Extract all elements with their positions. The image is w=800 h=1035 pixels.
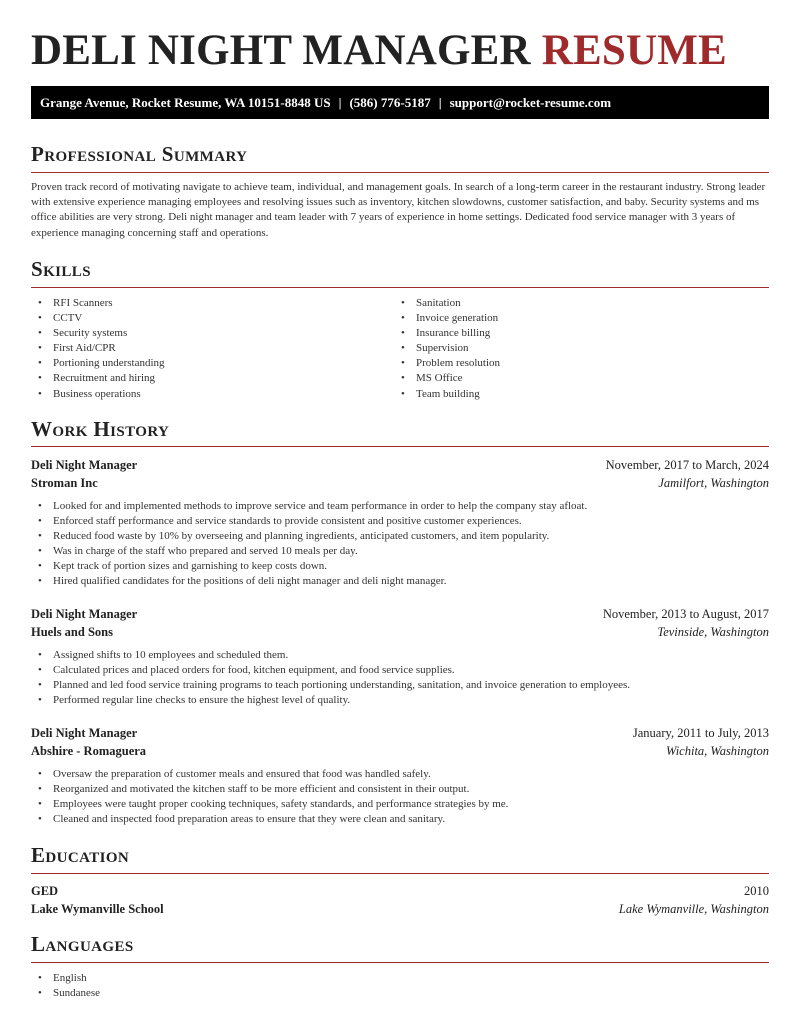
job-title-row [31,605,769,623]
contact-address: Grange Avenue, Rocket Resume, WA 10151-8848 US [40,95,331,110]
skill-item: • Team building [394,387,500,402]
job-duty: • Planned and led food service training programs to teach portioning understanding, sanitation, and invoice generation to employees. [31,678,630,693]
job-duty: • Oversaw the preparation of customer meals and ensured that food was handled safely. [31,767,508,782]
job-duty: • Reduced food waste by 10% by overseeing and planning ingredients, anticipated customers, and item popularity. [31,529,587,544]
skill-item: • CCTV [31,311,165,326]
skill-item: • Problem resolution [394,356,500,371]
skills-heading: Skills [31,257,91,281]
skill-item: • Security systems [31,326,165,341]
job-dates: January, 2011 to July, 2013 [632,726,769,740]
languages-heading: Languages [31,932,134,956]
skill-item: • Recruitment and hiring [31,371,165,386]
contact-separator: | [338,95,342,110]
contact-phone[interactable]: (586) 776-5187 [349,95,431,110]
job-duty: • Hired qualified candidates for the positions of deli night manager and deli night manager. [31,574,587,589]
job-duty: • Cleaned and inspected food preparation areas to ensure that they were clean and sanitary. [31,812,508,827]
education-location: Lake Wymanville, Washington [618,902,769,916]
work-history-divider [31,446,769,447]
job-title: Deli Night Manager [31,726,138,740]
language-item: • English [31,971,100,986]
job-company-row [31,742,769,760]
education-school-row [31,900,769,918]
job-title-row [31,456,769,474]
summary-heading: Professional Summary [31,142,248,166]
job-duty: • Reorganized and motivated the kitchen staff to be more efficient and consistent in their output. [31,782,508,797]
skills-list-right [394,296,500,402]
title-accent: RESUME [541,27,727,74]
summary-divider [31,172,769,173]
job-company: Stroman Inc [31,476,98,490]
job-duty: • Enforced staff performance and service standards to provide consistent and positive customer experiences. [31,514,587,529]
skill-item: • Insurance billing [394,326,500,341]
job-duty: • Assigned shifts to 10 employees and scheduled them. [31,648,630,663]
skill-item: • Supervision [394,341,500,356]
skill-item: • First Aid/CPR [31,341,165,356]
languages-list [31,971,100,1001]
education-degree-row [31,882,769,900]
contact-bar [31,86,769,119]
language-item: • Sundanese [31,986,100,1001]
contact-email[interactable]: support@rocket-resume.com [449,95,612,110]
skill-item: • RFI Scanners [31,296,165,311]
skill-item: • MS Office [394,371,500,386]
work-history-heading: Work History [31,417,170,441]
job-title: Deli Night Manager [31,458,138,472]
job-company: Abshire - Romaguera [31,744,147,758]
education-year: 2010 [744,884,769,898]
job-dates: November, 2017 to March, 2024 [605,458,769,472]
contact-separator: | [438,95,442,110]
job-location: Jamilfort, Washington [658,476,769,490]
skill-item: • Invoice generation [394,311,500,326]
job-duties [31,767,508,827]
skill-item: • Portioning understanding [31,356,165,371]
skill-item: • Business operations [31,387,165,402]
education-degree: GED [31,884,59,898]
job-location: Wichita, Washington [665,744,769,758]
job-title: Deli Night Manager [31,607,138,621]
resume-title [31,26,727,76]
job-duties [31,648,630,708]
languages-divider [31,962,769,963]
title-main: DELI NIGHT MANAGER [31,27,531,74]
job-duty: • Employees were taught proper cooking techniques, safety standards, and performance strategies by me. [31,797,508,812]
job-duties [31,499,587,590]
job-duty: • Performed regular line checks to ensure the highest level of quality. [31,693,630,708]
job-title-row [31,724,769,742]
job-company: Huels and Sons [31,625,113,639]
skills-list-left [31,296,165,402]
job-duty: • Calculated prices and placed orders for food, kitchen equipment, and food service supplies. [31,663,630,678]
job-duty: • Looked for and implemented methods to improve service and team performance in order to help the company stay afloat. [31,499,587,514]
summary-text: Proven track record of motivating navigate to achieve team, individual, and management goals. In search of a long-term career in the restaurant industry. Strong leader with extensive experience managing employees and resolving issues such as inventory, kitchen slowdowns, customer satisfaction, and baby. Security systems and ms office abilities are very strong. Deli night manager and team leader with 7 years of experience in home settings. Dedicated food service manager with 3 years of experience managing concerning staff and operations. [31,181,766,239]
job-dates: November, 2013 to August, 2017 [602,607,769,621]
job-location: Tevinside, Washington [657,625,769,639]
education-divider [31,873,769,874]
skills-divider [31,287,769,288]
job-company-row [31,474,769,492]
education-heading: Education [31,843,130,867]
job-company-row [31,623,769,641]
skill-item: • Sanitation [394,296,500,311]
job-duty: • Kept track of portion sizes and garnishing to keep costs down. [31,559,587,574]
job-duty: • Was in charge of the staff who prepared and served 10 meals per day. [31,544,587,559]
education-school: Lake Wymanville School [31,902,164,916]
